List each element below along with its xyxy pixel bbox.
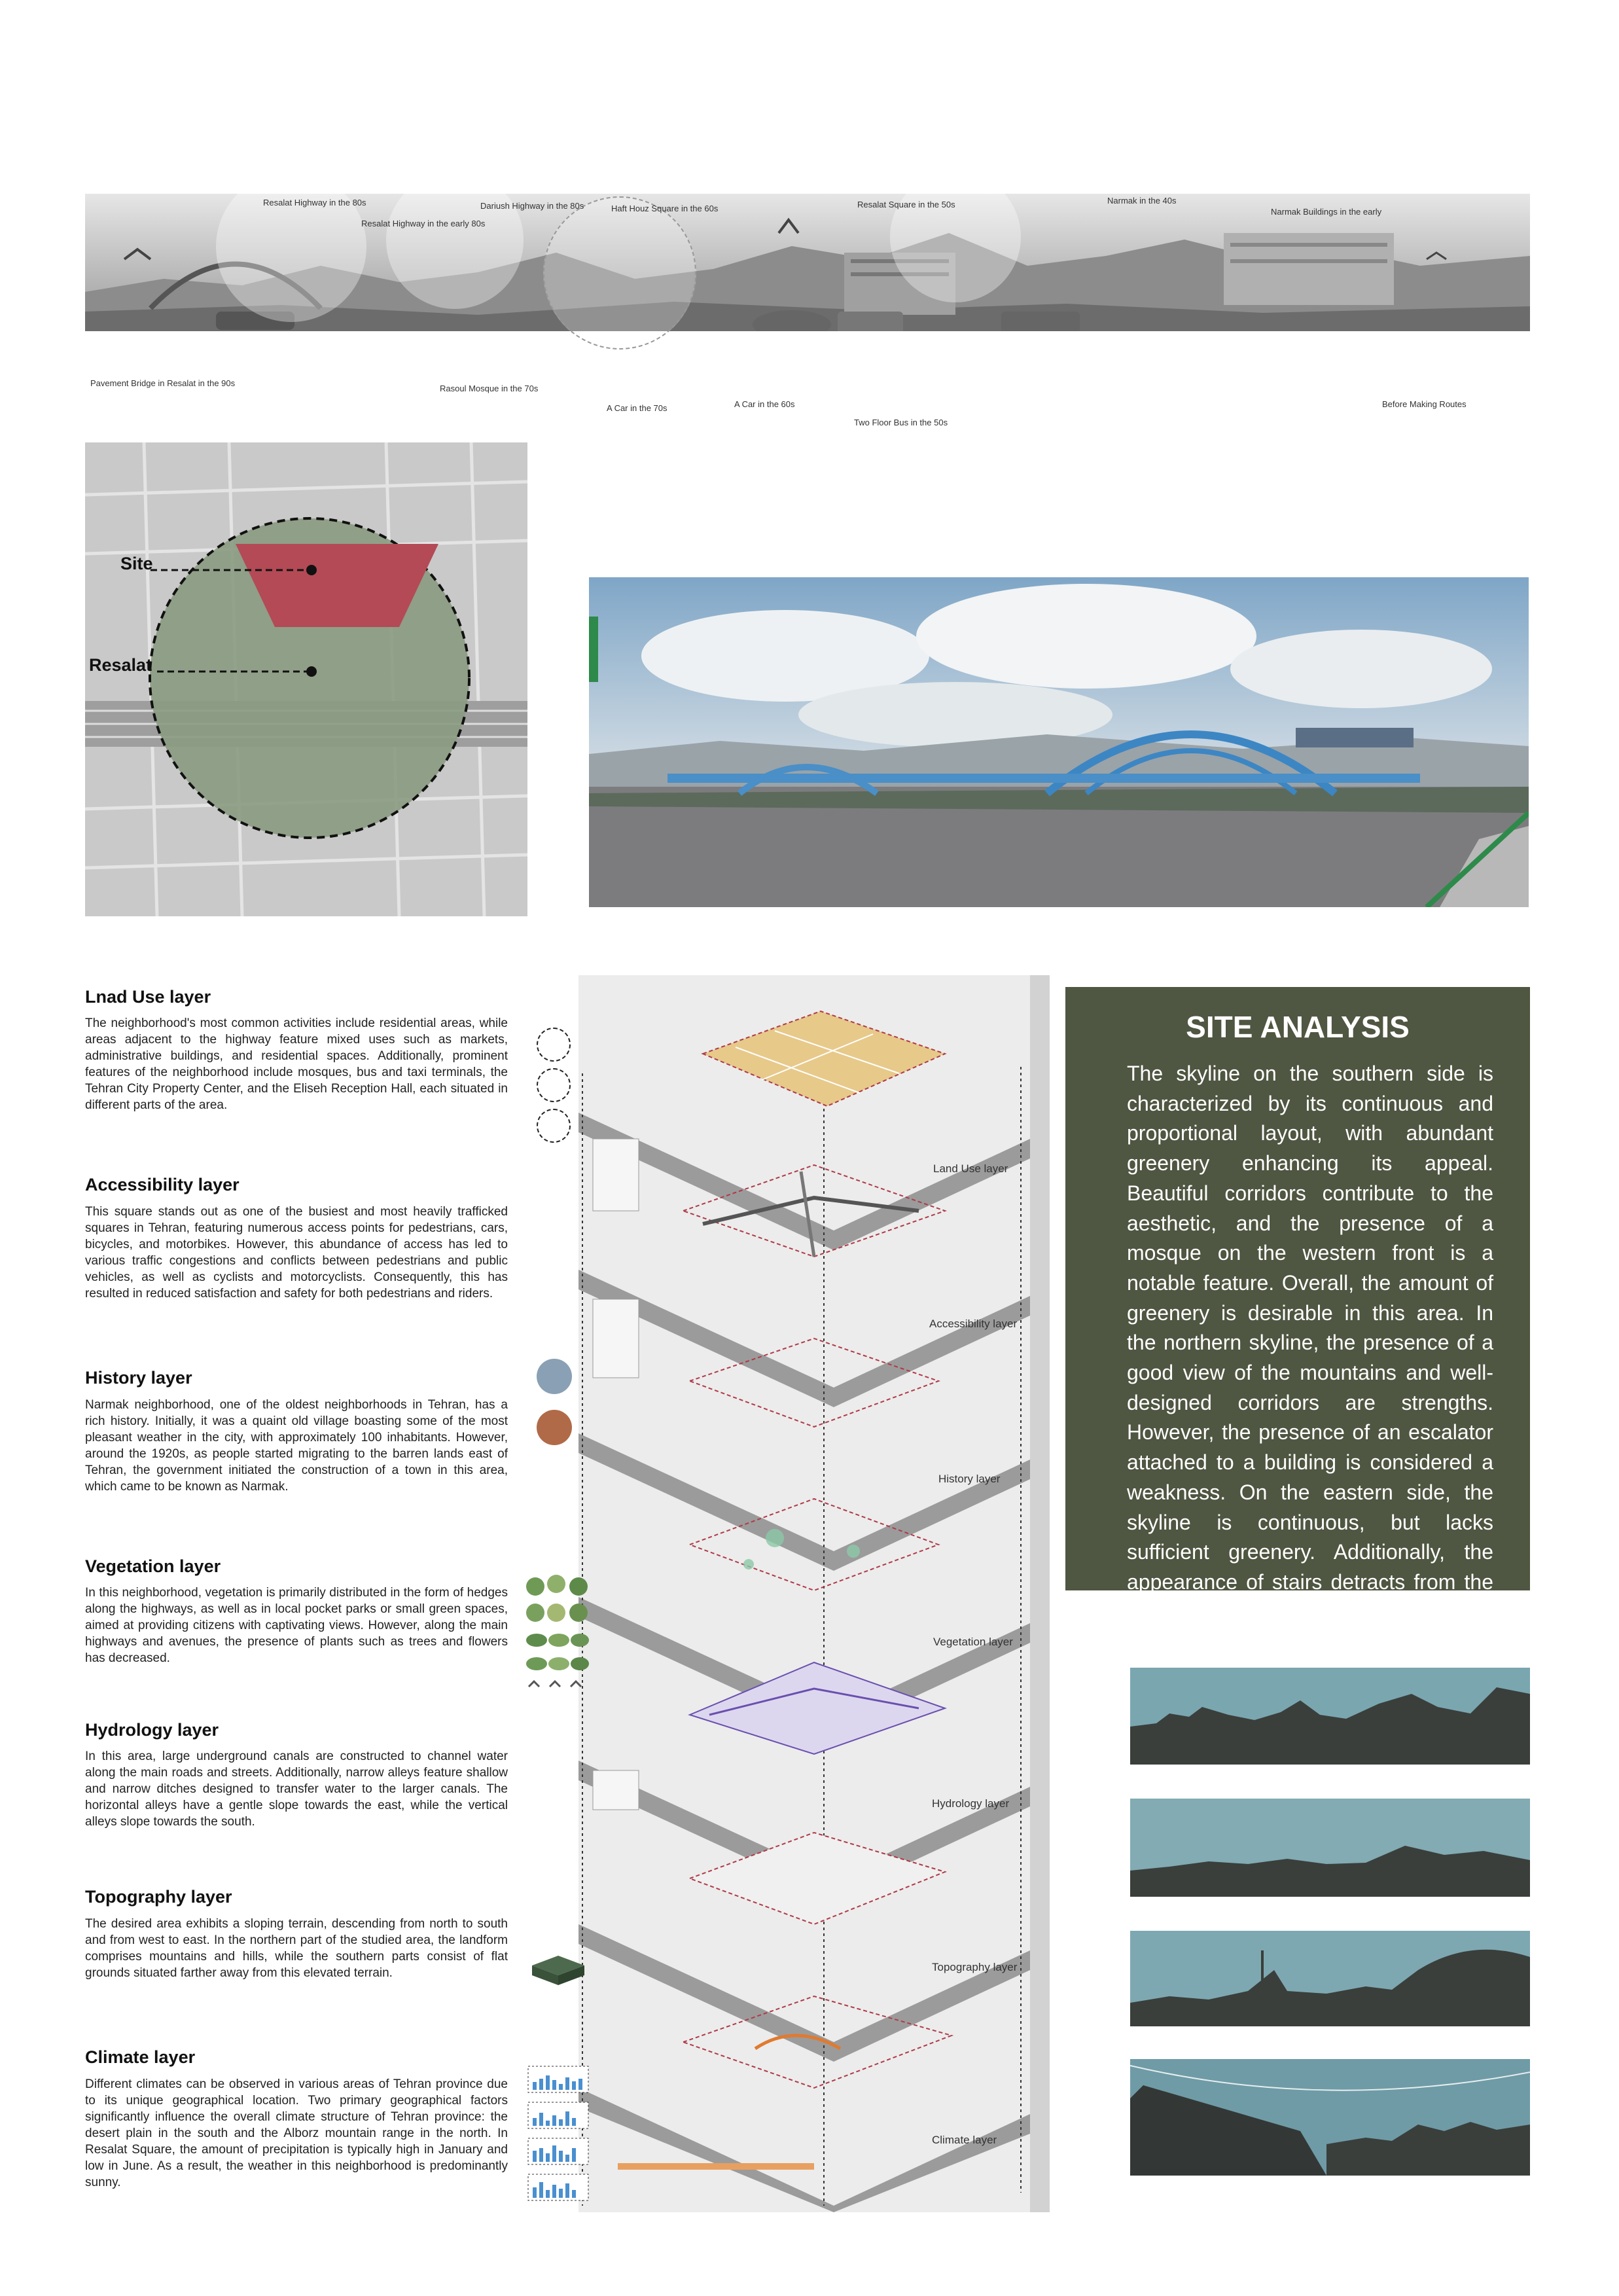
skyline-southern (1130, 1668, 1530, 1765)
layer-diagram-art (578, 975, 1050, 2212)
skyline-western-art (1130, 2059, 1530, 2176)
layer-title-topography: Topography layer (85, 1887, 232, 1907)
site-location-map (85, 442, 527, 916)
skyline-eastern (1130, 1931, 1530, 2026)
caption-resalat-80s: Resalat Highway in the 80s (263, 198, 366, 207)
mosque-icon (537, 1028, 571, 1062)
history-photo-icon (537, 1410, 572, 1445)
layer-body-hydrology: In this area, large underground canals are constructed to channel water along the main roads and streets. Additionally, narrow alleys feature shallow and narrow ditches designed to transfer water to the larger canals. The horizontal alleys have a gentle slope towards the east, while the vertical alleys slope towards the south. (85, 1749, 508, 1829)
caption-resalat-square-50s: Resalat Square in the 50s (857, 200, 955, 209)
caption-narmak-40s: Narmak in the 40s (1107, 196, 1177, 206)
diagram-label-history: History layer (938, 1473, 1001, 1485)
layer-title-history: History layer (85, 1368, 192, 1388)
collage-circle (386, 171, 524, 309)
topography-tile-icon (529, 1949, 588, 1988)
panorama-photo (589, 577, 1529, 907)
collage-circle (890, 171, 1021, 302)
diagram-label-topography: Topography layer (932, 1961, 1018, 1973)
layer-body-topography: The desired area exhibits a sloping terrain, descending from north to south and from west to east. In the northern part of the studied area, the landform comprises mountains and hills, while the southern parts consist of flat grounds situated farther away from this elevated terrain. (85, 1917, 508, 1980)
vegetation-thumbnails (524, 1572, 592, 1703)
caption-resalat-early-80s: Resalat Highway in the early 80s (361, 219, 486, 228)
shop-icon (537, 1109, 571, 1143)
caption-haft-houz-60s: Haft Houz Square in the 60s (611, 204, 719, 213)
caption-car-60s: A Car in the 60s (734, 399, 795, 409)
diagram-label-vegetation: Vegetation layer (933, 1636, 1013, 1648)
diagram-label-climate: Climate layer (932, 2134, 997, 2146)
skyline-western (1130, 2059, 1530, 2176)
caption-before-routes: Before Making Routes (1382, 399, 1467, 409)
layer-body-history: Narmak neighborhood, one of the oldest neighborhoods in Tehran, has a rich history. Initially, it was a quaint old village boasting some of the most pleasant weather in the city, with approximately 100 inhabitants. However, around the 1920s, as people started migrating to the barren lands east of Tehran, the government initiated the construction of a town in this area, which came to be known as Narmak. (85, 1398, 508, 1494)
layer-body-vegetation: In this neighborhood, vegetation is primarily distributed in the form of hedges along the highways, as well as in local pocket parks or small green spaces, aimed at providing citizens with captivating views. However, along the main highways and avenues, the presence of plants such as trees and flowers has decreased. (85, 1586, 508, 1665)
diagram-label-land-use: Land Use layer (933, 1162, 1008, 1175)
caption-pavement-bridge: Pavement Bridge in Resalat in the 90s (90, 378, 236, 388)
site-analysis-panel (1065, 987, 1530, 1624)
caption-rasoul-mosque: Rasoul Mosque in the 70s (440, 384, 539, 393)
exploded-layer-diagram (578, 975, 1050, 2212)
map-label-site: Site (120, 554, 153, 573)
diagram-label-accessibility: Accessibility layer (929, 1318, 1018, 1330)
layer-title-accessibility: Accessibility layer (85, 1175, 240, 1194)
history-photo-icon (537, 1359, 572, 1394)
layer-title-vegetation: Vegetation layer (85, 1556, 221, 1576)
skyline-northern (1130, 1799, 1530, 1897)
caption-two-floor-bus: Two Floor Bus in the 50s (854, 418, 948, 427)
diagram-label-hydrology: Hydrology layer (932, 1797, 1010, 1810)
collage-circle (216, 171, 366, 322)
layer-title-climate: Climate layer (85, 2047, 196, 2067)
skyline-northern-art (1130, 1799, 1530, 1897)
collage-circle (543, 196, 696, 350)
layer-body-land-use: The neighborhood's most common activities include residential areas, while areas adjacent to the highway feature mixed uses such as markets, administrative buildings, and residential spaces. Additionally, prominent features of the neighborhood include mosques, bus and taxi terminals, the Tehran City Property Center, and the Eliseh Reception Hall, each situated in different parts of the area. (85, 1016, 508, 1112)
layer-title-hydrology: Hydrology layer (85, 1720, 219, 1740)
site-map-art (85, 442, 527, 916)
vegetation-icon (524, 1572, 592, 1703)
caption-dariush-80s: Dariush Highway in the 80s (480, 201, 584, 211)
topography-icon (529, 1949, 588, 1988)
caption-narmak-buildings: Narmak Buildings in the early (1271, 207, 1382, 217)
bus-icon (537, 1068, 571, 1102)
caption-car-70s: A Car in the 70s (607, 403, 667, 413)
skyline-eastern-art (1130, 1931, 1530, 2026)
layer-body-accessibility: This square stands out as one of the busiest and most heavily trafficked squares in Tehran, featuring numerous access points for pedestrians, cars, bicycles, and motorbikes. However, this abundance of access has led to various traffic congestions and conflicts between pedestrians and public vehicles, as well as cyclists and motorcyclists. Consequently, this has resulted in reduced satisfaction and safety for both pedestrians and riders. (85, 1205, 508, 1300)
layer-body-climate: Different climates can be observed in various areas of Tehran province due to its unique geographical location. Two primary geographical factors significantly influence the overall climate structure of Tehran province: the desert plain in the south and the Alborz mountain range in the north. In Resalat Square, the amount of precipitation is typically high in January and low in June. As a result, the weather in this neighborhood is predominantly sunny. (85, 2077, 508, 2189)
climate-mini-charts (527, 2066, 589, 2203)
climate-chart-icon (527, 2066, 589, 2203)
site-analysis-title: SITE ANALYSIS (1186, 1010, 1410, 1044)
layer-title-land-use: Lnad Use layer (85, 987, 211, 1007)
skyline-southern-art (1130, 1668, 1530, 1765)
site-analysis-body: The skyline on the southern side is characterized by its continuous and proportional layout, with abundant greenery enhancing its appeal. Beautiful corridors contribute to the aesthetic, and the presence of a mosque on the western front is a notable feature. Overall, the amount of greenery is desirable in this area. In the northern skyline, the presence of a good view of the mountains and well-designed corridors are strengths. However, the presence of an escalator attached to a building is considered a weakness. On the eastern side, the skyline is continuous, but lacks sufficient greenery. Additionally, the appearance of stairs detracts from the overall aesthetic. (1127, 1062, 1493, 1624)
map-label-resalat: Resalat (89, 655, 152, 675)
panorama-art (589, 577, 1529, 907)
